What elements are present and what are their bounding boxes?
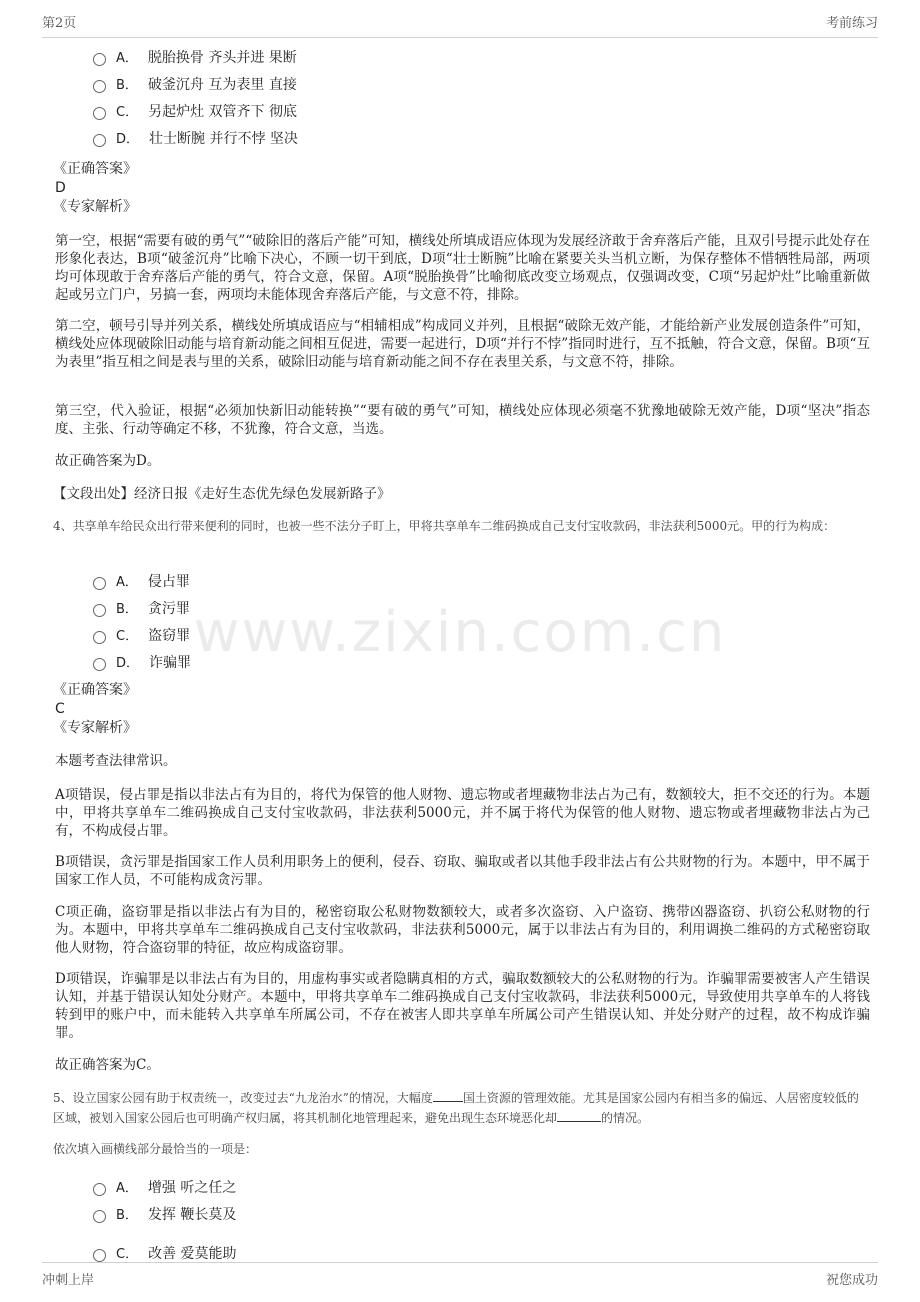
option-text: 脱胎换骨 齐头并进 果断	[147, 49, 297, 66]
q5-question: 5、设立国家公园有助于权责统一，改变过去“九龙治水”的情况，大幅度 国土资源的管理效能。尤其是国家公园内有相当多的偏远、人居密度较低的区域，被划入国家公园后也可明确产权归属，将其机制化地管理起来，避免出现生态环境恶化却 的情况。	[53, 1091, 859, 1125]
radio-icon[interactable]	[93, 107, 106, 120]
q4-question: 4、共享单车给民众出行带来便利的同时，也被一些不法分子盯上，甲将共享单车二维码换成自己支付宝收款码，非法获利5000元。甲的行为构成：	[53, 519, 836, 533]
analysis-paragraph: D项错误，诈骗罪是以非法占有为目的，用虚构事实或者隐瞒真相的方式，骗取数额较大的公私财物的行为。诈骗罪需要被害人产生错误认知，并基于错误认知处分财产。本题中，甲将共享单车二维码换成自己支付宝收款码，非法获利5000元，导致使用共享单车的人将钱转到甲的账户中，而未能转入共享单车所属公司，不存在被害人即共享单车所属公司产生错误认知、并处分财产的过程，故不构成诈骗罪。	[55, 971, 870, 1041]
option-text: 增强 听之任之	[147, 1179, 237, 1196]
answer-value: D	[55, 180, 66, 196]
analysis-paragraph: 本题考查法律常识。	[55, 753, 177, 769]
answer-value: C	[55, 701, 65, 717]
analysis-conclusion: 故正确答案为C。	[55, 1057, 160, 1073]
fill-blank-2[interactable]	[557, 1109, 601, 1122]
radio-icon[interactable]	[93, 631, 106, 644]
radio-icon[interactable]	[93, 134, 106, 147]
q5-prompt: 依次填入画横线部分最恰当的一项是：	[53, 1142, 258, 1156]
q3-option-c[interactable]: C． 另起炉灶 双管齐下 彻底	[93, 97, 298, 124]
footer-left: 冲刺上岸	[42, 1273, 95, 1288]
q5-options	[93, 1173, 237, 1266]
answer-label: 《正确答案》	[53, 161, 137, 177]
radio-icon[interactable]	[93, 658, 106, 671]
page-number: 第2页	[42, 16, 77, 31]
option-text: 发挥 鞭长莫及	[147, 1206, 237, 1223]
q3-options	[93, 43, 298, 151]
radio-icon[interactable]	[93, 1210, 106, 1223]
analysis-paragraph: B项错误，贪污罪是指国家工作人员利用职务上的便利，侵吞、窃取、骗取或者以其他手段非法占有公共财物的行为。本题中，甲不属于国家工作人员，不可能构成贪污罪。	[55, 854, 870, 888]
q4-option-d[interactable]: D． 诈骗罪	[93, 648, 191, 675]
analysis-conclusion: 故正确答案为D。	[55, 453, 161, 469]
q3-option-d[interactable]: D． 壮士断腕 并行不悖 坚决	[93, 124, 298, 151]
option-text: 侵占罪	[147, 573, 190, 590]
q5-option-a[interactable]: A． 增强 听之任之	[93, 1173, 237, 1200]
q5-option-c[interactable]: C． 改善 爱莫能助	[93, 1239, 237, 1266]
radio-icon[interactable]	[93, 80, 106, 93]
radio-icon[interactable]	[93, 53, 106, 66]
q5-option-b[interactable]: B． 发挥 鞭长莫及	[93, 1200, 237, 1227]
q4-option-c[interactable]: C． 盗窃罪	[93, 621, 191, 648]
option-text: 壮士断腕 并行不悖 坚决	[149, 130, 298, 147]
option-text: 另起炉灶 双管齐下 彻底	[148, 103, 297, 120]
fill-blank-1[interactable]	[433, 1089, 463, 1102]
page-footer	[42, 1262, 878, 1288]
header-title: 考前练习	[825, 16, 878, 31]
analysis-paragraph: 第二空，顿号引导并列关系，横线处所填成语应与“相辅相成”构成同义并列，且根据“破除无效产能，才能给新产业发展创造条件”可知，横线处应体现破除旧动能与培育新动能之间相互促进，需要一起进行，D项“并行不悖”指同时进行，互不抵触，符合文意，保留。B项“互为表里”指互相之间是表与里的关系，破除旧动能与培育新动能之间不存在表里关系，与文意不符，排除。	[55, 318, 870, 370]
analysis-paragraph: 第一空，根据“需要有破的勇气”“破除旧的落后产能”可知，横线处所填成语应体现为发展经济敢于舍弃落后产能，且双引号提示此处存在形象化表达，B项“破釜沉舟”比喻下决心，不顾一切干到底，D项“壮士断腕”比喻在紧要关头当机立断，为保存整体不惜牺牲局部，两项均可体现敢于舍弃落后产能的勇气，符合文意，保留。A项“脱胎换骨”比喻彻底改变立场观点，仅强调改变，C项“另起炉灶”比喻重新做起或另立门户，另搞一套，两项均未能体现舍弃落后产能，与文意不符，排除。	[55, 233, 870, 303]
answer-label: 《正确答案》	[53, 682, 137, 698]
radio-icon[interactable]	[93, 1249, 106, 1262]
analysis-paragraph: C项正确，盗窃罪是指以非法占有为目的，秘密窃取公私财物数额较大，或者多次盗窃、入户盗窃、携带凶器盗窃、扒窃公私财物的行为。本题中，甲将共享单车二维码换成自己支付宝收款码，非法获利5000元，属于以非法占有为目的，利用调换二维码的方式秘密窃取他人财物，符合盗窃罪的特征，故应构成盗窃罪。	[55, 904, 870, 956]
option-text: 盗窃罪	[148, 627, 191, 644]
analysis-paragraph: 第三空，代入验证，根据“必须加快新旧动能转换”“要有破的勇气”可知，横线处应体现必须毫不犹豫地破除无效产能，D项“坚决”指态度、主张、行动等确定不移，不犹豫，符合文意，当选。	[55, 403, 870, 437]
radio-icon[interactable]	[93, 1183, 106, 1196]
option-text: 诈骗罪	[149, 654, 192, 671]
footer-right: 祝您成功	[825, 1273, 878, 1288]
q3-option-b[interactable]: B． 破釜沉舟 互为表里 直接	[93, 70, 298, 97]
option-text: 贪污罪	[147, 600, 190, 617]
q4-option-a[interactable]: A． 侵占罪	[93, 567, 191, 594]
analysis-paragraph: A项错误，侵占罪是指以非法占有为目的，将代为保管的他人财物、遗忘物或者埋藏物非法占为己有，数额较大，拒不交还的行为。本题中，甲将共享单车二维码换成自己支付宝收款码，非法获利5000元，并不属于将代为保管的他人财物、遗忘物或者埋藏物非法占为己有，不构成侵占罪。	[55, 787, 870, 839]
q4-option-b[interactable]: B． 贪污罪	[93, 594, 191, 621]
q4-options	[93, 567, 191, 675]
analysis-label: 《专家解析》	[53, 199, 137, 215]
analysis-label: 《专家解析》	[53, 720, 137, 736]
option-text: 改善 爱莫能助	[148, 1245, 237, 1262]
page-header	[42, 12, 878, 38]
watermark: www.zixin.com.cn	[193, 600, 727, 665]
radio-icon[interactable]	[93, 604, 106, 617]
source-note: 【文段出处】经济日报《走好生态优先绿色发展新路子》	[53, 486, 391, 502]
option-text: 破釜沉舟 互为表里 直接	[147, 76, 297, 93]
q3-option-a[interactable]: A． 脱胎换骨 齐头并进 果断	[93, 43, 298, 70]
radio-icon[interactable]	[93, 577, 106, 590]
